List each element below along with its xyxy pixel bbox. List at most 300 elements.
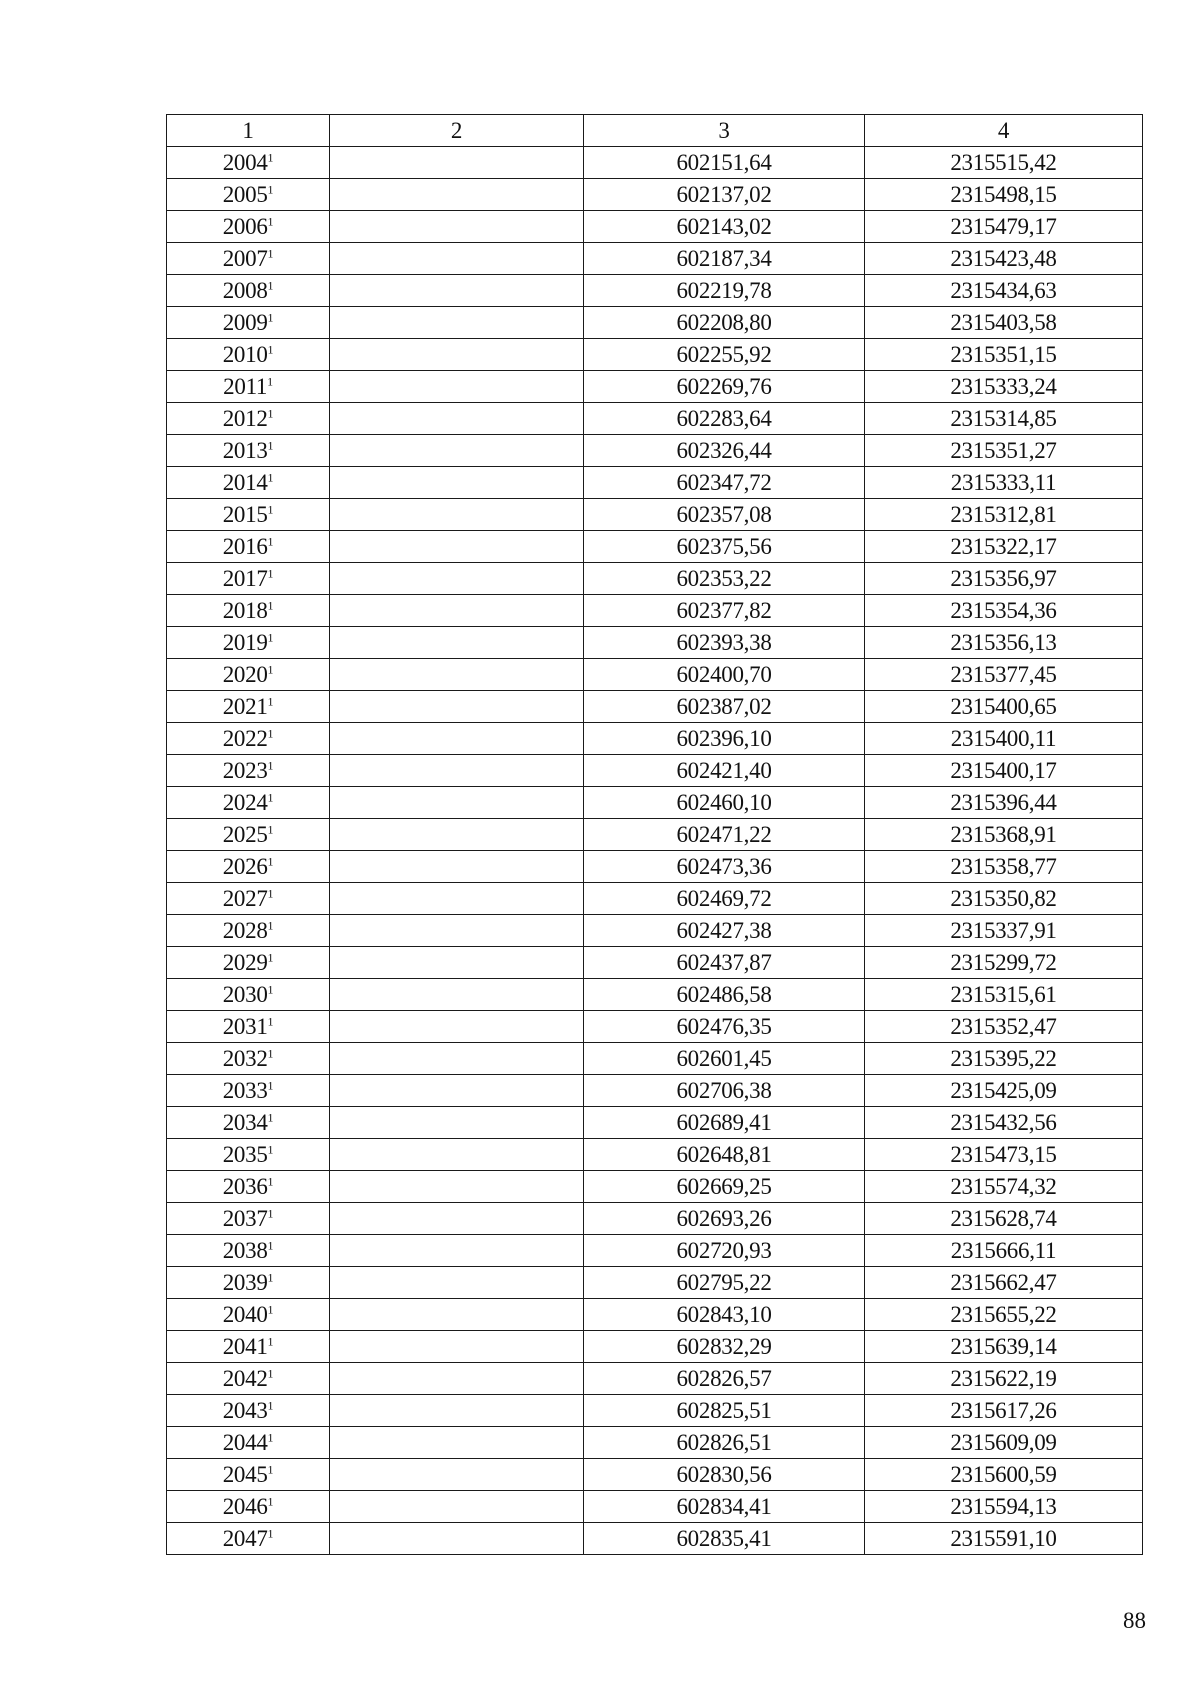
point-number-cell — [167, 339, 330, 371]
x-coordinate-cell: 602648,81 — [584, 1139, 865, 1171]
y-coordinate-cell: 2315662,47 — [865, 1267, 1143, 1299]
point-superscript: 1 — [267, 1046, 274, 1061]
x-coordinate-cell: 602834,41 — [584, 1491, 865, 1523]
coordinates-table — [166, 114, 1143, 1555]
y-coordinate-cell: 2315617,26 — [865, 1395, 1143, 1427]
point-number: 2021 — [222, 694, 268, 719]
col2-cell — [330, 947, 584, 979]
point-superscript: 1 — [267, 1110, 274, 1125]
y-coordinate-cell: 2315628,74 — [865, 1203, 1143, 1235]
col2-cell — [330, 1171, 584, 1203]
point-superscript: 1 — [267, 982, 274, 997]
table-row — [167, 1523, 1143, 1555]
point-number-cell — [167, 211, 330, 243]
col2-cell — [330, 147, 584, 179]
y-coordinate-cell: 2315655,22 — [865, 1299, 1143, 1331]
point-number: 2016 — [222, 534, 268, 559]
point-number-cell — [167, 1235, 330, 1267]
x-coordinate-cell: 602375,56 — [584, 531, 865, 563]
col2-cell — [330, 883, 584, 915]
table-row — [167, 1043, 1143, 1075]
col2-cell — [330, 179, 584, 211]
point-number-cell — [167, 1011, 330, 1043]
col2-cell — [330, 1139, 584, 1171]
point-superscript: 1 — [267, 1078, 274, 1093]
y-coordinate-cell: 2315337,91 — [865, 915, 1143, 947]
col2-cell — [330, 1299, 584, 1331]
point-number: 2023 — [222, 758, 268, 783]
y-coordinate-cell: 2315356,13 — [865, 627, 1143, 659]
table-row — [167, 435, 1143, 467]
table-row — [167, 819, 1143, 851]
col2-cell — [330, 723, 584, 755]
col2-cell — [330, 1267, 584, 1299]
y-coordinate-cell: 2315600,59 — [865, 1459, 1143, 1491]
point-number-cell — [167, 307, 330, 339]
y-coordinate-cell: 2315333,11 — [865, 467, 1143, 499]
point-superscript: 1 — [267, 726, 274, 741]
table-row — [167, 1171, 1143, 1203]
point-superscript: 1 — [267, 694, 274, 709]
table-row — [167, 307, 1143, 339]
y-coordinate-cell: 2315591,10 — [865, 1523, 1143, 1555]
point-superscript: 1 — [267, 886, 274, 901]
point-superscript: 1 — [267, 1238, 274, 1253]
table-row — [167, 915, 1143, 947]
point-superscript: 1 — [267, 630, 274, 645]
point-number: 2004 — [222, 150, 268, 175]
x-coordinate-cell: 602693,26 — [584, 1203, 865, 1235]
header-col-3: 3 — [584, 115, 865, 147]
point-superscript: 1 — [267, 758, 274, 773]
point-number-cell — [167, 1427, 330, 1459]
point-number: 2044 — [222, 1430, 268, 1455]
x-coordinate-cell: 602283,64 — [584, 403, 865, 435]
point-number-cell — [167, 563, 330, 595]
point-superscript: 1 — [267, 1430, 274, 1445]
point-number: 2024 — [222, 790, 268, 815]
table-row — [167, 1459, 1143, 1491]
y-coordinate-cell: 2315322,17 — [865, 531, 1143, 563]
point-superscript: 1 — [267, 950, 274, 965]
col2-cell — [330, 563, 584, 595]
point-superscript: 1 — [267, 182, 274, 197]
point-superscript: 1 — [267, 214, 274, 229]
point-number-cell — [167, 691, 330, 723]
x-coordinate-cell: 602469,72 — [584, 883, 865, 915]
y-coordinate-cell: 2315473,15 — [865, 1139, 1143, 1171]
col2-cell — [330, 1523, 584, 1555]
point-number-cell — [167, 819, 330, 851]
table-row — [167, 723, 1143, 755]
header-row — [167, 115, 1143, 147]
table-row — [167, 595, 1143, 627]
table-row — [167, 691, 1143, 723]
table-row — [167, 1203, 1143, 1235]
point-number: 2010 — [222, 342, 268, 367]
point-number-cell — [167, 883, 330, 915]
x-coordinate-cell: 602269,76 — [584, 371, 865, 403]
col2-cell — [330, 1427, 584, 1459]
y-coordinate-cell: 2315315,61 — [865, 979, 1143, 1011]
point-number-cell — [167, 243, 330, 275]
point-superscript: 1 — [267, 470, 274, 485]
col2-cell — [330, 979, 584, 1011]
table-row — [167, 1395, 1143, 1427]
table-row — [167, 403, 1143, 435]
y-coordinate-cell: 2315403,58 — [865, 307, 1143, 339]
y-coordinate-cell: 2315352,47 — [865, 1011, 1143, 1043]
point-number: 2039 — [222, 1270, 268, 1295]
y-coordinate-cell: 2315358,77 — [865, 851, 1143, 883]
y-coordinate-cell: 2315432,56 — [865, 1107, 1143, 1139]
point-number: 2031 — [222, 1014, 268, 1039]
point-number: 2036 — [222, 1174, 268, 1199]
point-number: 2029 — [222, 950, 268, 975]
col2-cell — [330, 1331, 584, 1363]
header-col-1: 1 — [167, 115, 330, 147]
page-number: 88 — [1123, 1608, 1146, 1633]
x-coordinate-cell: 602601,45 — [584, 1043, 865, 1075]
table-row — [167, 147, 1143, 179]
x-coordinate-cell: 602143,02 — [584, 211, 865, 243]
col2-cell — [330, 1075, 584, 1107]
table-row — [167, 339, 1143, 371]
point-number: 2025 — [222, 822, 268, 847]
table-row — [167, 947, 1143, 979]
point-number-cell — [167, 1523, 330, 1555]
col2-cell — [330, 403, 584, 435]
header-col-2: 2 — [330, 115, 584, 147]
col2-cell — [330, 531, 584, 563]
point-superscript: 1 — [267, 246, 274, 261]
point-number-cell — [167, 1491, 330, 1523]
point-number-cell — [167, 755, 330, 787]
x-coordinate-cell: 602255,92 — [584, 339, 865, 371]
point-superscript: 1 — [267, 918, 274, 933]
point-number-cell — [167, 1395, 330, 1427]
x-coordinate-cell: 602843,10 — [584, 1299, 865, 1331]
col2-cell — [330, 1491, 584, 1523]
x-coordinate-cell: 602353,22 — [584, 563, 865, 595]
y-coordinate-cell: 2315314,85 — [865, 403, 1143, 435]
point-number-cell — [167, 659, 330, 691]
table-row — [167, 1363, 1143, 1395]
point-number: 2034 — [222, 1110, 268, 1135]
point-number: 2008 — [222, 278, 268, 303]
point-number-cell — [167, 179, 330, 211]
y-coordinate-cell: 2315333,24 — [865, 371, 1143, 403]
table-row — [167, 211, 1143, 243]
x-coordinate-cell: 602357,08 — [584, 499, 865, 531]
x-coordinate-cell: 602720,93 — [584, 1235, 865, 1267]
point-number: 2007 — [222, 246, 268, 271]
table-header — [167, 115, 1143, 147]
point-superscript: 1 — [267, 1526, 274, 1541]
point-superscript: 1 — [267, 1142, 274, 1157]
col2-cell — [330, 1235, 584, 1267]
col2-cell — [330, 819, 584, 851]
x-coordinate-cell: 602835,41 — [584, 1523, 865, 1555]
point-superscript: 1 — [267, 1174, 274, 1189]
point-number-cell — [167, 371, 330, 403]
col2-cell — [330, 627, 584, 659]
point-superscript: 1 — [267, 502, 274, 517]
point-number-cell — [167, 531, 330, 563]
col2-cell — [330, 595, 584, 627]
point-number-cell — [167, 1331, 330, 1363]
table-row — [167, 659, 1143, 691]
y-coordinate-cell: 2315354,36 — [865, 595, 1143, 627]
x-coordinate-cell: 602187,34 — [584, 243, 865, 275]
point-number: 2035 — [222, 1142, 268, 1167]
col2-cell — [330, 1363, 584, 1395]
x-coordinate-cell: 602706,38 — [584, 1075, 865, 1107]
point-number-cell — [167, 403, 330, 435]
y-coordinate-cell: 2315299,72 — [865, 947, 1143, 979]
point-superscript: 1 — [267, 1334, 274, 1349]
y-coordinate-cell: 2315350,82 — [865, 883, 1143, 915]
table-row — [167, 1139, 1143, 1171]
y-coordinate-cell: 2315434,63 — [865, 275, 1143, 307]
col2-cell — [330, 1011, 584, 1043]
point-number: 2015 — [222, 502, 268, 527]
col2-cell — [330, 1043, 584, 1075]
point-number-cell — [167, 275, 330, 307]
col2-cell — [330, 467, 584, 499]
point-number-cell — [167, 1139, 330, 1171]
point-number-cell — [167, 1075, 330, 1107]
col2-cell — [330, 339, 584, 371]
point-superscript: 1 — [267, 278, 274, 293]
point-superscript: 1 — [267, 598, 274, 613]
table-row — [167, 627, 1143, 659]
point-superscript: 1 — [267, 1494, 274, 1509]
y-coordinate-cell: 2315666,11 — [865, 1235, 1143, 1267]
x-coordinate-cell: 602689,41 — [584, 1107, 865, 1139]
x-coordinate-cell: 602473,36 — [584, 851, 865, 883]
y-coordinate-cell: 2315312,81 — [865, 499, 1143, 531]
x-coordinate-cell: 602486,58 — [584, 979, 865, 1011]
x-coordinate-cell: 602460,10 — [584, 787, 865, 819]
point-number-cell — [167, 595, 330, 627]
point-number-cell — [167, 1203, 330, 1235]
point-number-cell — [167, 1459, 330, 1491]
point-number-cell — [167, 979, 330, 1011]
x-coordinate-cell: 602471,22 — [584, 819, 865, 851]
point-superscript: 1 — [267, 1462, 274, 1477]
y-coordinate-cell: 2315515,42 — [865, 147, 1143, 179]
point-number: 2038 — [222, 1238, 268, 1263]
point-number-cell — [167, 467, 330, 499]
point-number-cell — [167, 1107, 330, 1139]
point-number: 2006 — [222, 214, 268, 239]
point-number: 2013 — [222, 438, 268, 463]
col2-cell — [330, 787, 584, 819]
y-coordinate-cell: 2315425,09 — [865, 1075, 1143, 1107]
x-coordinate-cell: 602151,64 — [584, 147, 865, 179]
point-number: 2041 — [222, 1334, 268, 1359]
col2-cell — [330, 371, 584, 403]
col2-cell — [330, 1395, 584, 1427]
point-superscript: 1 — [267, 822, 274, 837]
y-coordinate-cell: 2315479,17 — [865, 211, 1143, 243]
table-row — [167, 1011, 1143, 1043]
y-coordinate-cell: 2315400,65 — [865, 691, 1143, 723]
point-superscript: 1 — [267, 1206, 274, 1221]
col2-cell — [330, 1459, 584, 1491]
table-row — [167, 1235, 1143, 1267]
x-coordinate-cell: 602347,72 — [584, 467, 865, 499]
y-coordinate-cell: 2315498,15 — [865, 179, 1143, 211]
point-number-cell — [167, 787, 330, 819]
y-coordinate-cell: 2315356,97 — [865, 563, 1143, 595]
x-coordinate-cell: 602437,87 — [584, 947, 865, 979]
x-coordinate-cell: 602795,22 — [584, 1267, 865, 1299]
point-number: 2042 — [222, 1366, 268, 1391]
y-coordinate-cell: 2315351,27 — [865, 435, 1143, 467]
table-row — [167, 467, 1143, 499]
x-coordinate-cell: 602326,44 — [584, 435, 865, 467]
point-number-cell — [167, 147, 330, 179]
x-coordinate-cell: 602377,82 — [584, 595, 865, 627]
point-number: 2033 — [222, 1078, 268, 1103]
y-coordinate-cell: 2315351,15 — [865, 339, 1143, 371]
x-coordinate-cell: 602826,57 — [584, 1363, 865, 1395]
x-coordinate-cell: 602427,38 — [584, 915, 865, 947]
table-row — [167, 851, 1143, 883]
table-row — [167, 371, 1143, 403]
table-row — [167, 787, 1143, 819]
table-row — [167, 275, 1143, 307]
table-row — [167, 179, 1143, 211]
y-coordinate-cell: 2315423,48 — [865, 243, 1143, 275]
point-number: 2027 — [222, 886, 268, 911]
point-number: 2012 — [222, 406, 268, 431]
point-number-cell — [167, 1267, 330, 1299]
point-number: 2043 — [222, 1398, 268, 1423]
point-number-cell — [167, 915, 330, 947]
point-superscript: 1 — [267, 1366, 274, 1381]
table-row — [167, 1491, 1143, 1523]
table-row — [167, 1107, 1143, 1139]
y-coordinate-cell: 2315400,11 — [865, 723, 1143, 755]
x-coordinate-cell: 602396,10 — [584, 723, 865, 755]
x-coordinate-cell: 602832,29 — [584, 1331, 865, 1363]
x-coordinate-cell: 602393,38 — [584, 627, 865, 659]
col2-cell — [330, 755, 584, 787]
point-number-cell — [167, 499, 330, 531]
point-superscript: 1 — [267, 374, 273, 389]
point-number: 2032 — [222, 1046, 268, 1071]
point-superscript: 1 — [267, 1302, 274, 1317]
point-number: 2037 — [222, 1206, 268, 1231]
point-superscript: 1 — [267, 1014, 274, 1029]
table-row — [167, 755, 1143, 787]
y-coordinate-cell: 2315594,13 — [865, 1491, 1143, 1523]
point-number: 2028 — [222, 918, 268, 943]
point-number-cell — [167, 435, 330, 467]
table-row — [167, 499, 1143, 531]
point-number: 2047 — [222, 1526, 268, 1551]
col2-cell — [330, 1203, 584, 1235]
table-row — [167, 1299, 1143, 1331]
point-superscript: 1 — [267, 1270, 274, 1285]
point-superscript: 1 — [267, 534, 274, 549]
table-body — [167, 147, 1143, 1555]
table-row — [167, 531, 1143, 563]
point-number-cell — [167, 627, 330, 659]
point-superscript: 1 — [267, 150, 274, 165]
x-coordinate-cell: 602826,51 — [584, 1427, 865, 1459]
y-coordinate-cell: 2315395,22 — [865, 1043, 1143, 1075]
table-row — [167, 1427, 1143, 1459]
y-coordinate-cell: 2315639,14 — [865, 1331, 1143, 1363]
point-number: 2020 — [222, 662, 268, 687]
x-coordinate-cell: 602830,56 — [584, 1459, 865, 1491]
x-coordinate-cell: 602400,70 — [584, 659, 865, 691]
x-coordinate-cell: 602387,02 — [584, 691, 865, 723]
point-superscript: 1 — [267, 854, 274, 869]
point-number-cell — [167, 1171, 330, 1203]
col2-cell — [330, 435, 584, 467]
point-number: 2022 — [222, 726, 268, 751]
point-number-cell — [167, 723, 330, 755]
point-number: 2046 — [222, 1494, 268, 1519]
y-coordinate-cell: 2315622,19 — [865, 1363, 1143, 1395]
x-coordinate-cell: 602825,51 — [584, 1395, 865, 1427]
point-number: 2030 — [222, 982, 268, 1007]
col2-cell — [330, 851, 584, 883]
col2-cell — [330, 243, 584, 275]
point-superscript: 1 — [267, 790, 274, 805]
y-coordinate-cell: 2315400,17 — [865, 755, 1143, 787]
point-number-cell — [167, 1043, 330, 1075]
table-row — [167, 883, 1143, 915]
x-coordinate-cell: 602219,78 — [584, 275, 865, 307]
table-row — [167, 1267, 1143, 1299]
table-row — [167, 979, 1143, 1011]
x-coordinate-cell: 602421,40 — [584, 755, 865, 787]
y-coordinate-cell: 2315396,44 — [865, 787, 1143, 819]
col2-cell — [330, 659, 584, 691]
col2-cell — [330, 1107, 584, 1139]
point-superscript: 1 — [267, 310, 274, 325]
point-number: 2009 — [222, 310, 268, 335]
point-number: 2045 — [222, 1462, 268, 1487]
point-number-cell — [167, 947, 330, 979]
point-number: 2026 — [222, 854, 268, 879]
header-col-4: 4 — [865, 115, 1143, 147]
table-row — [167, 1075, 1143, 1107]
col2-cell — [330, 915, 584, 947]
col2-cell — [330, 275, 584, 307]
point-superscript: 1 — [267, 438, 274, 453]
point-number: 2019 — [222, 630, 268, 655]
point-number-cell — [167, 1363, 330, 1395]
point-number: 2005 — [222, 182, 268, 207]
table-row — [167, 243, 1143, 275]
point-number: 2040 — [222, 1302, 268, 1327]
point-superscript: 1 — [267, 1398, 274, 1413]
y-coordinate-cell: 2315377,45 — [865, 659, 1143, 691]
x-coordinate-cell: 602669,25 — [584, 1171, 865, 1203]
point-superscript: 1 — [267, 342, 274, 357]
point-superscript: 1 — [267, 566, 274, 581]
table-row — [167, 1331, 1143, 1363]
col2-cell — [330, 307, 584, 339]
col2-cell — [330, 211, 584, 243]
